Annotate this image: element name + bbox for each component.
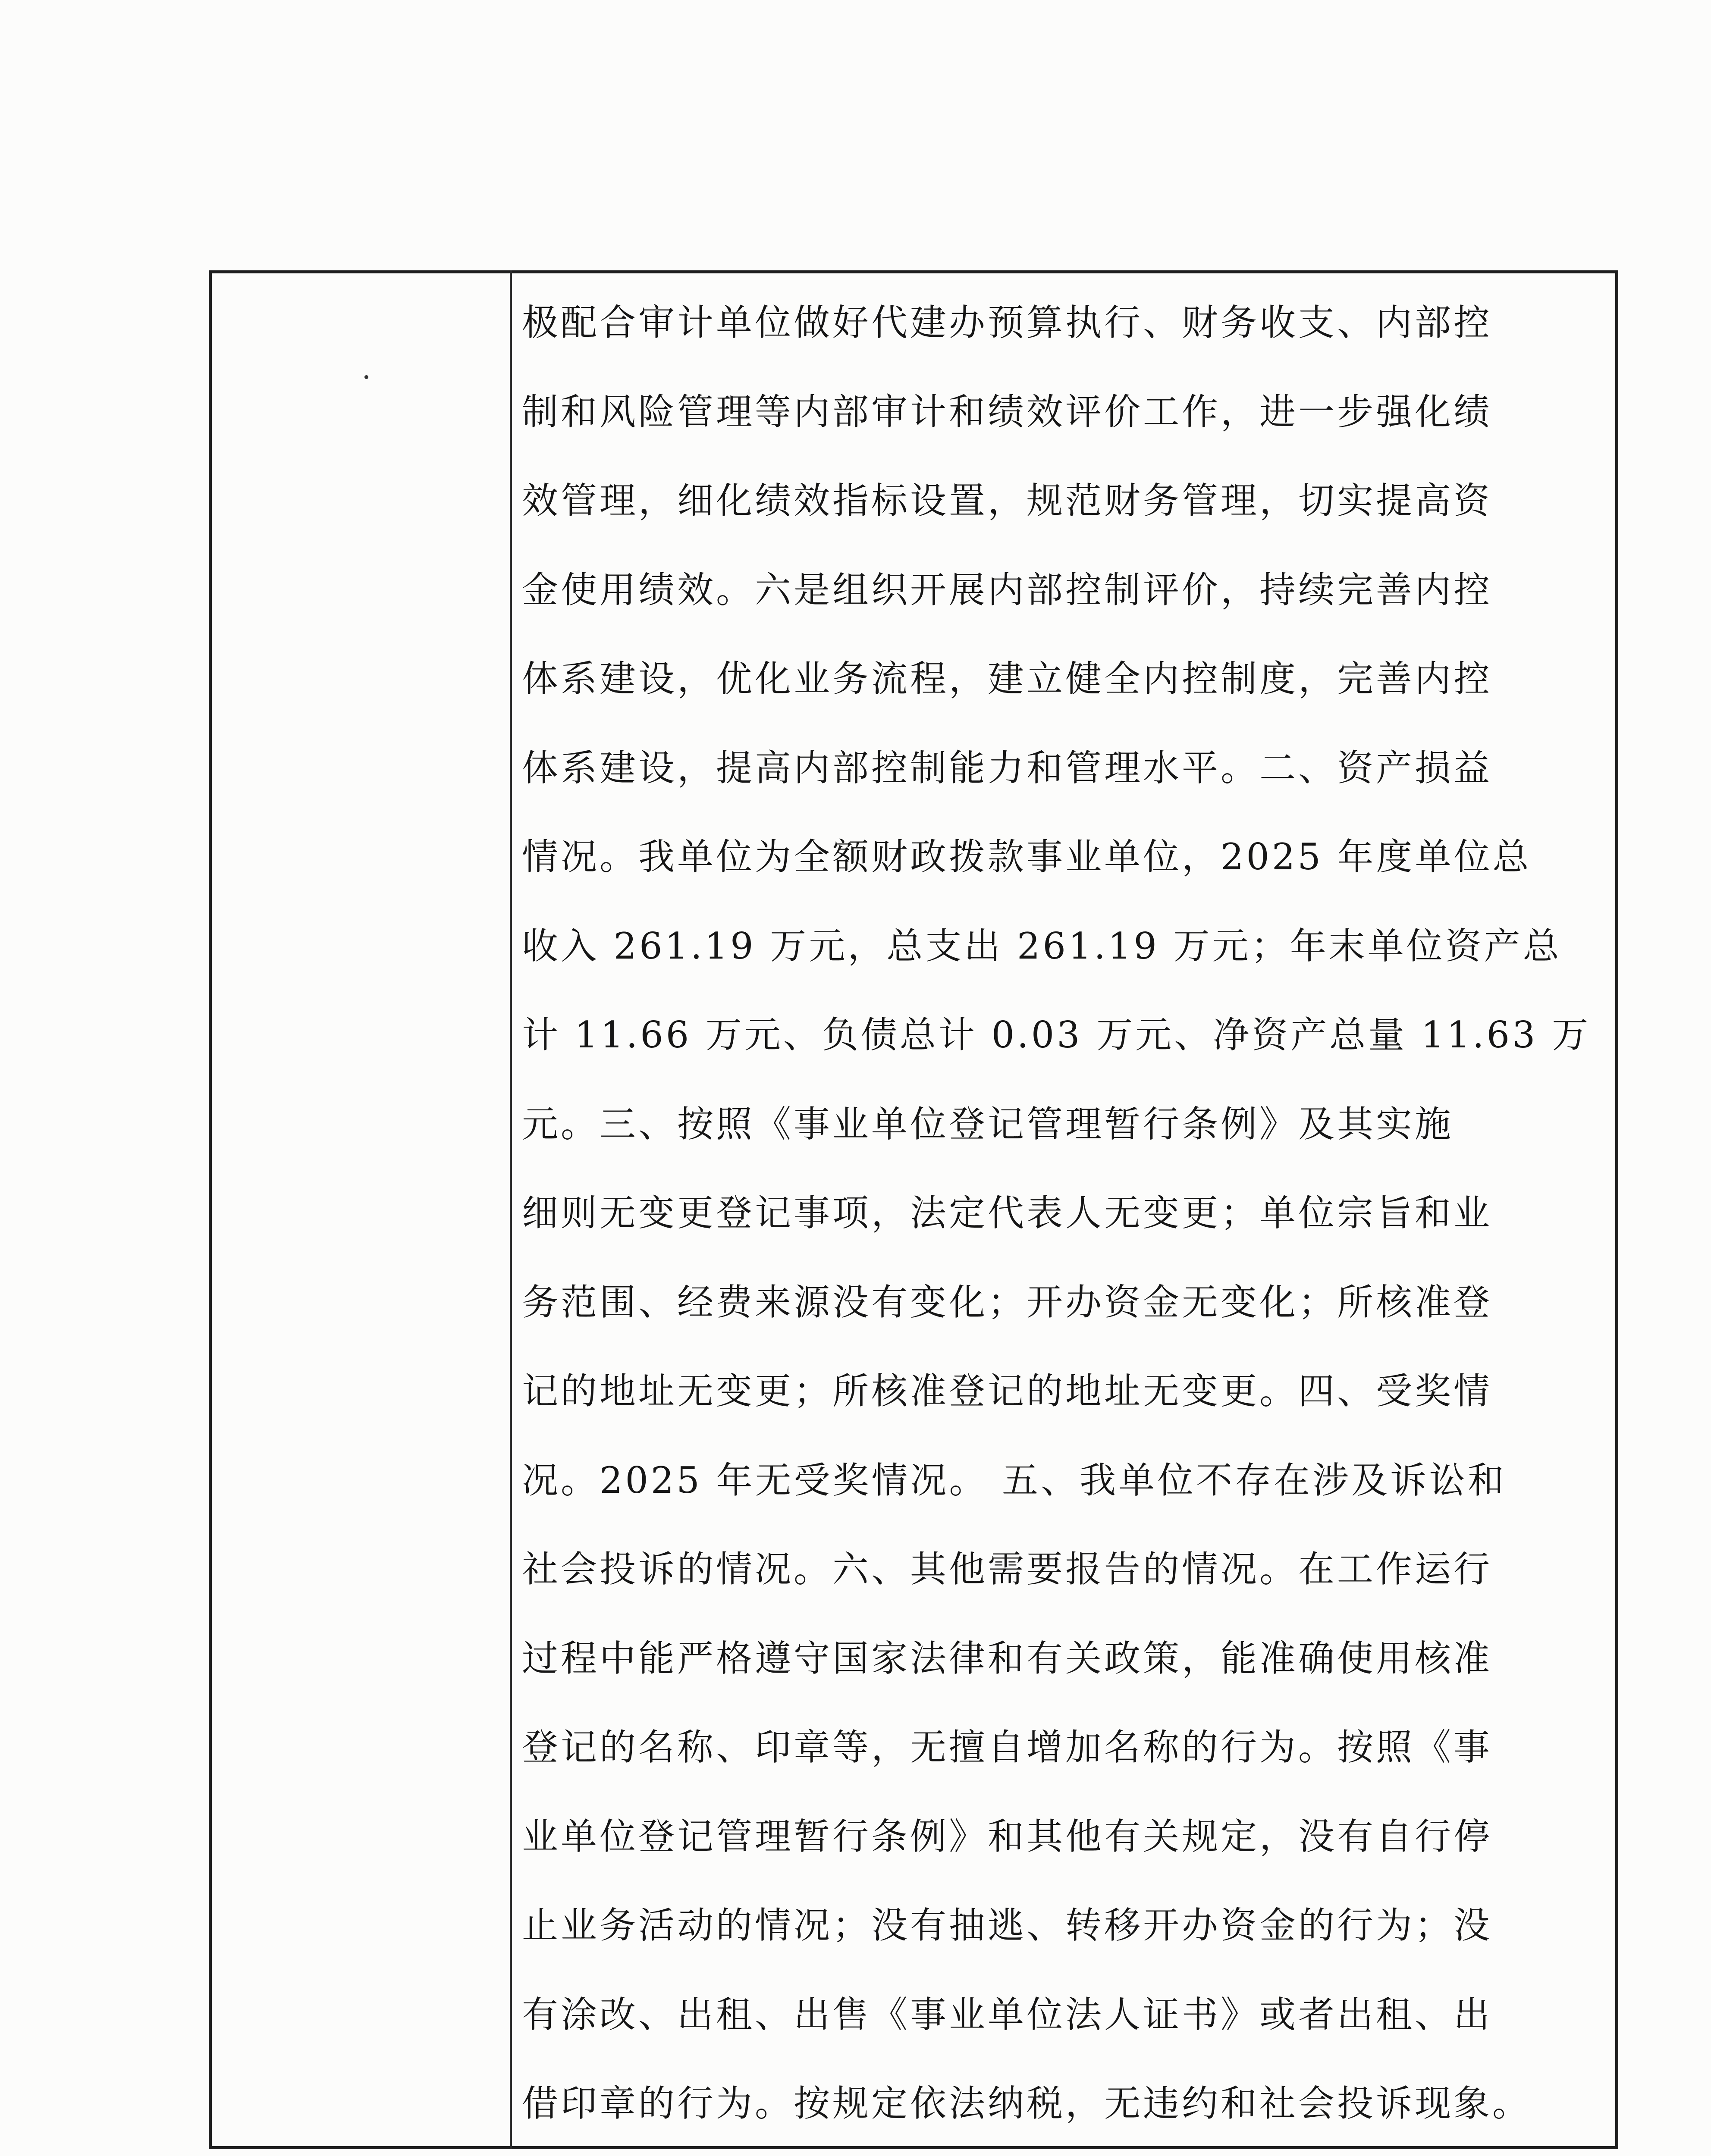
text-line: 效管理，细化绩效指标设置，规范财务管理，切实提高资 — [522, 479, 1493, 522]
text-line: 制和风险管理等内部审计和绩效评价工作，进一步强化绩 — [522, 390, 1493, 433]
text-line: 登记的名称、印章等，无擅自增加名称的行为。按照《事 — [522, 1726, 1493, 1768]
text-line: 元。三、按照《事业单位登记管理暂行条例》及其实施 — [522, 1103, 1454, 1145]
column-divider — [510, 270, 512, 2149]
text-line: 社会投诉的情况。六、其他需要报告的情况。在工作运行 — [522, 1548, 1493, 1590]
text-line: 务范围、经费来源没有变化；开办资金无变化；所核准登 — [522, 1281, 1493, 1323]
text-line: 极配合审计单位做好代建办预算执行、财务收支、内部控 — [522, 301, 1493, 344]
text-line: 金使用绩效。六是组织开展内部控制评价，持续完善内控 — [522, 568, 1493, 611]
text-line: 计 11.66 万元、负债总计 0.03 万元、净资产总量 11.63 万 — [522, 1014, 1591, 1056]
text-line: 情况。我单位为全额财政拨款事业单位，2025 年度单位总 — [522, 836, 1532, 878]
text-line: 止业务活动的情况；没有抽逃、转移开办资金的行为；没 — [522, 1904, 1493, 1946]
scan-speck — [364, 375, 368, 379]
text-line: 过程中能严格遵守国家法律和有关政策，能准确使用核准 — [522, 1637, 1493, 1680]
text-line: 业单位登记管理暂行条例》和其他有关规定，没有自行停 — [522, 1815, 1493, 1858]
text-line: 收入 261.19 万元，总支出 261.19 万元；年末单位资产总 — [522, 924, 1562, 967]
text-line: 体系建设，提高内部控制能力和管理水平。二、资产损益 — [522, 746, 1493, 789]
report-text-cell — [522, 278, 1600, 2148]
text-line: 体系建设，优化业务流程，建立健全内控制度，完善内控 — [522, 658, 1493, 700]
text-line: 记的地址无变更；所核准登记的地址无变更。四、受奖情 — [522, 1370, 1493, 1412]
text-line: 细则无变更登记事项，法定代表人无变更；单位宗旨和业 — [522, 1192, 1493, 1234]
text-line: 有涂改、出租、出售《事业单位法人证书》或者出租、出 — [522, 1993, 1493, 2036]
text-line: 借印章的行为。按规定依法纳税，无违约和社会投诉现象。 — [522, 2082, 1532, 2125]
text-line: 况。2025 年无受奖情况。 五、我单位不存在涉及诉讼和 — [522, 1459, 1507, 1501]
